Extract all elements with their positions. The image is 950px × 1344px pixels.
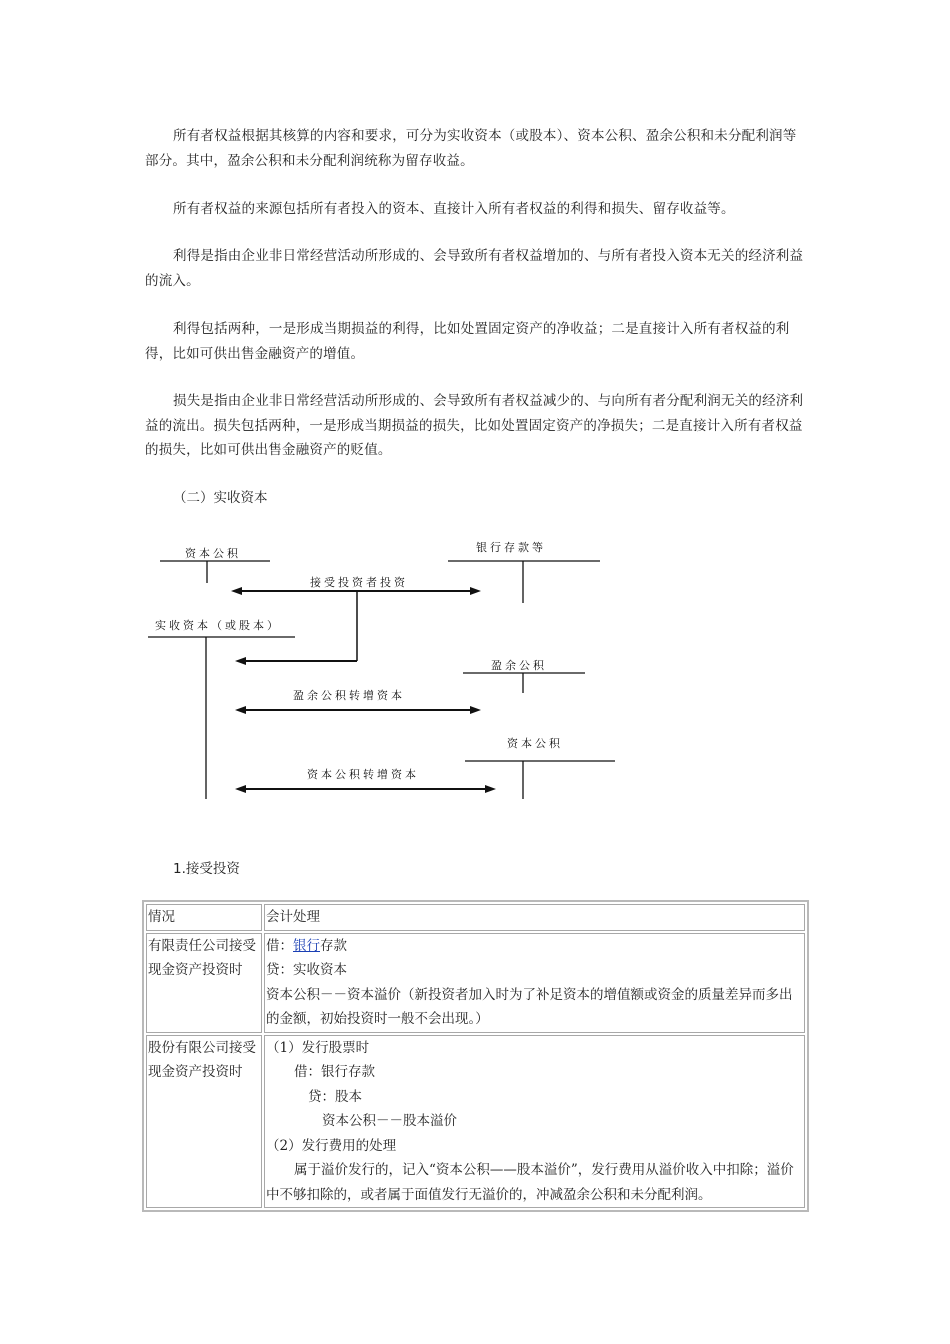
- label-bank-deposit: 银行存款等: [476, 541, 546, 554]
- header-situation: 情况: [146, 904, 262, 931]
- cell-corp-entries: [264, 1035, 805, 1209]
- label-flow-investment: 接受投资者投资: [310, 576, 408, 589]
- corp-reserve-line: [266, 1109, 803, 1134]
- label-surplus-reserve: 盈余公积: [491, 659, 547, 672]
- paragraph-losses: 损失是指由企业非日常经营活动所形成的、会导致所有者权益减少的、与向所有者分配利润无关的经济利益的流出。损失包括两种，一是形成当期损益的损失，比如处置固定资产的净损失；二是直接计入所有者权益的损失，比如可供出售金融资产的贬值。: [145, 393, 804, 458]
- subsection-title: 1.接受投资: [173, 861, 240, 877]
- arrow-investment-left-head: [231, 587, 242, 595]
- label-capital-reserve-bottom: 资本公积: [507, 737, 563, 750]
- bank-link[interactable]: 银行: [293, 937, 320, 954]
- arrow-surplus-left-head: [235, 706, 246, 714]
- table-row-llc: [146, 933, 805, 1033]
- paid-in-capital-diagram: [145, 533, 625, 803]
- connector-arrow-head: [235, 657, 246, 665]
- corp-item2: （2）发行费用的处理: [266, 1137, 397, 1154]
- corp-reserve-text: 资本公积－－股本溢价: [322, 1113, 457, 1129]
- arrow-capital-reserve-left-head: [235, 785, 246, 793]
- label-flow-capital-reserve: 资本公积转增资本: [307, 768, 419, 781]
- label-capital-reserve-top: 资本公积: [185, 547, 241, 560]
- paragraph-gains-definition: 利得是指由企业非日常经营活动所形成的、会导致所有者权益增加的、与所有者投入资本无关的经济利益的流入。: [145, 248, 804, 289]
- table-row-corp: [146, 1035, 805, 1209]
- label-paid-in-capital: 实收资本（或股本）: [155, 619, 281, 632]
- arrow-investment-right-head: [470, 587, 481, 595]
- llc-debit-line: [266, 934, 803, 959]
- table-header-row: [146, 904, 805, 931]
- llc-reserve-line: 资本公积－－资本溢价（新投资者加入时为了补足资本的增值额或资金的质量差异而多出的金额，初始投资时一般不会出现。）: [266, 986, 793, 1027]
- paragraph-gains-types: 利得包括两种，一是形成当期损益的利得，比如处置固定资产的净收益；二是直接计入所有者权益的利得，比如可供出售金融资产的增值。: [145, 321, 790, 362]
- paragraph-equity-composition: 所有者权益根据其核算的内容和要求，可分为实收资本（或股本）、资本公积、盈余公积和未分配利润等部分。其中，盈余公积和未分配利润统称为留存收益。: [145, 128, 797, 169]
- paragraph-equity-sources: 所有者权益的来源包括所有者投入的资本、直接计入所有者权益的利得和损失、留存收益等。: [173, 201, 735, 217]
- header-accounting: 会计处理: [264, 904, 805, 931]
- corp-note: 属于溢价发行的，记入“资本公积——股本溢价”，发行费用从溢价收入中扣除；溢价中不够扣除的，或者属于面值发行无溢价的，冲减盈余公积和未分配利润。: [266, 1162, 794, 1203]
- llc-debit-prefix: 借：: [266, 937, 293, 954]
- cell-llc-situation: 有限责任公司接受现金资产投资时: [146, 933, 262, 1033]
- corp-debit-line: 借：银行存款: [294, 1064, 375, 1080]
- cell-corp-situation: 股份有限公司接受现金资产投资时: [146, 1035, 262, 1209]
- arrow-surplus-right-head: [470, 706, 481, 714]
- investment-accounting-table: [142, 900, 809, 1212]
- arrow-capital-reserve-right-head: [485, 785, 496, 793]
- corp-item1: （1）发行股票时: [266, 1039, 370, 1056]
- cell-llc-entries: [264, 933, 805, 1033]
- corp-credit-line: 贷：股本: [308, 1088, 362, 1105]
- llc-credit-line: 贷：实收资本: [266, 962, 347, 978]
- label-flow-surplus: 盈余公积转增资本: [293, 689, 405, 702]
- llc-debit-suffix: 存款: [320, 937, 347, 954]
- section-title: （二）实收资本: [173, 490, 268, 506]
